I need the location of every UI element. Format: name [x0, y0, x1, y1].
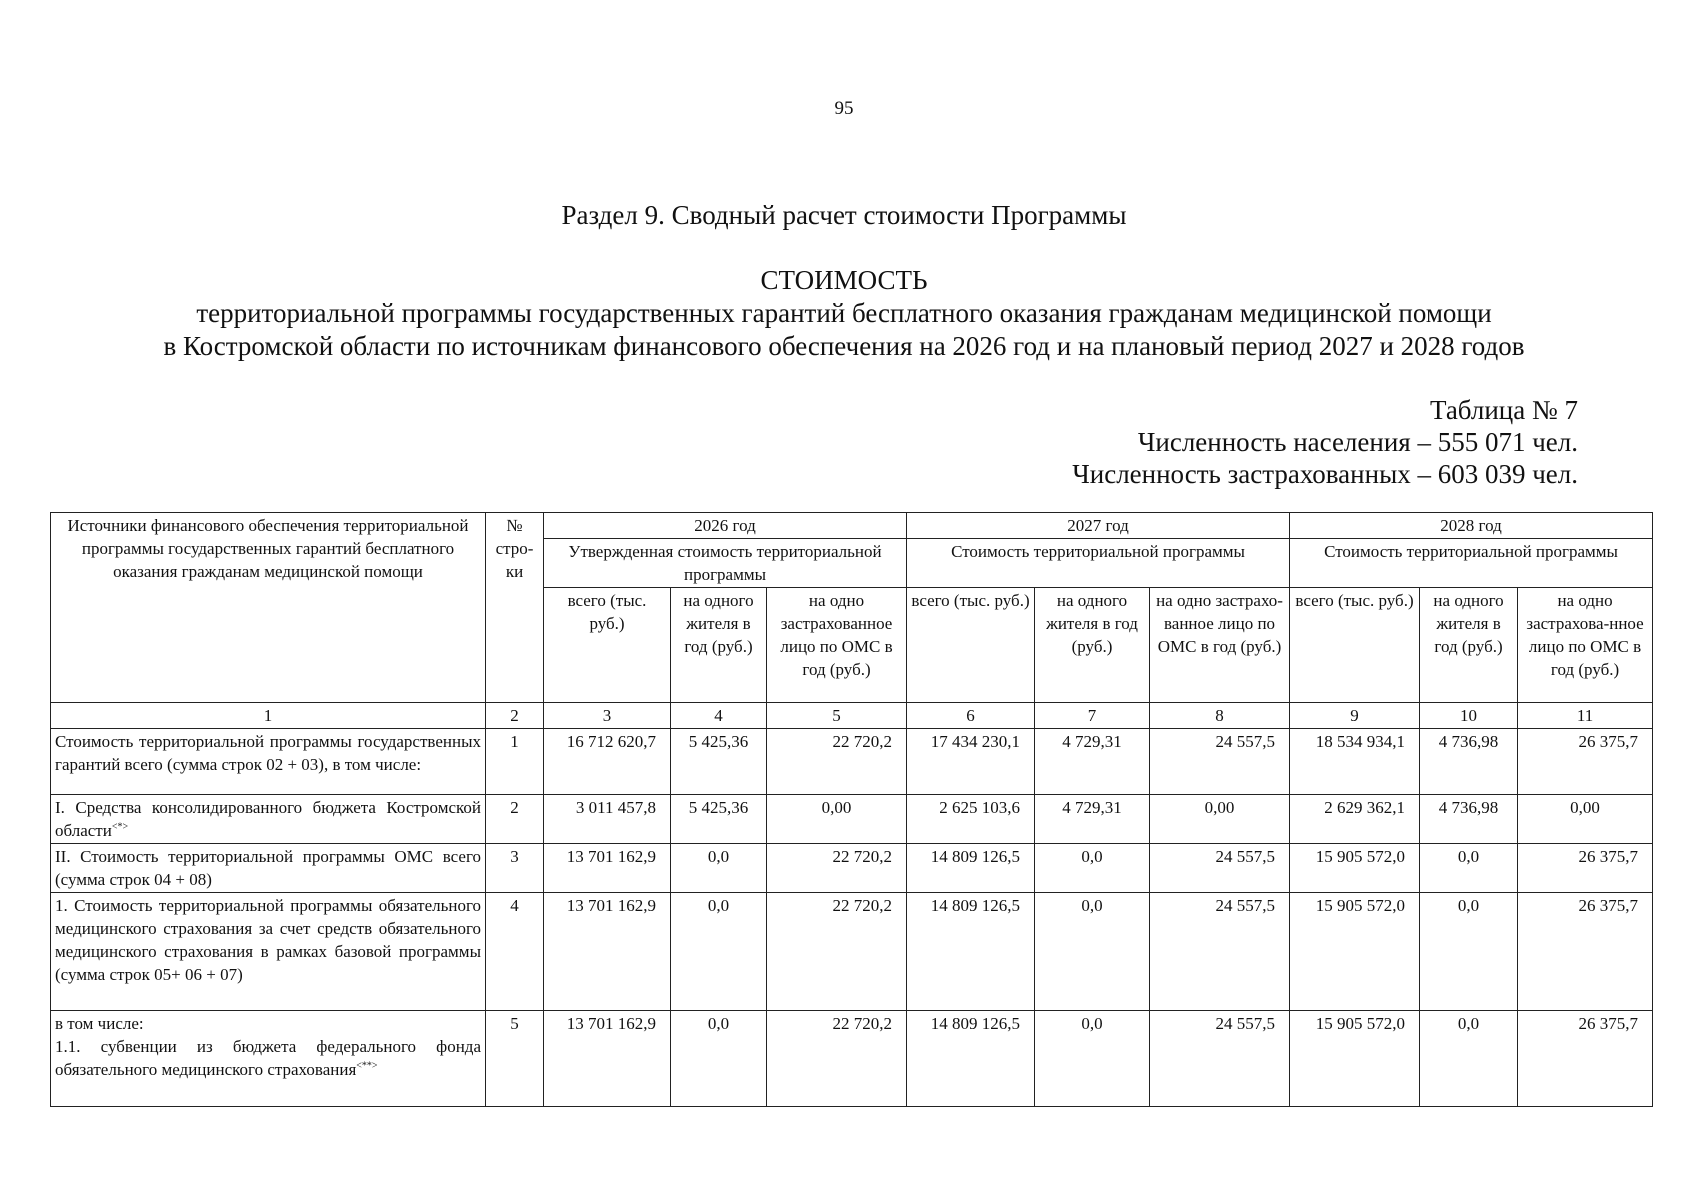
- row-number: 5: [486, 1011, 544, 1107]
- document-title-line-3: в Костромской области по источникам финансового обеспечения на 2026 год и на плановый период 2027 и 2028 годов: [163, 331, 1525, 361]
- column-number: 7: [1035, 703, 1150, 729]
- cell-value: 4 729,31: [1035, 729, 1150, 795]
- column-number: 6: [907, 703, 1035, 729]
- cell-value: 15 905 572,0: [1290, 893, 1420, 1011]
- row-number: 2: [486, 795, 544, 844]
- cell-value: 3 011 457,8: [544, 795, 671, 844]
- cell-value: 0,0: [1035, 1011, 1150, 1107]
- header-col-10: на одного жителя в год (руб.): [1420, 588, 1518, 703]
- cell-value: 13 701 162,9: [544, 893, 671, 1011]
- cell-value: 5 425,36: [671, 729, 767, 795]
- cell-value: 2 625 103,6: [907, 795, 1035, 844]
- cost-table: [50, 512, 1653, 1107]
- cell-value: 2 629 362,1: [1290, 795, 1420, 844]
- cell-value: 24 557,5: [1150, 893, 1290, 1011]
- table-row: [51, 844, 1653, 893]
- document-title-line-2: территориальной программы государственных гарантий бесплатного оказания гражданам медицинской помощи: [196, 298, 1492, 328]
- row-label: Стоимость территориальной программы государственных гарантий всего (сумма строк 02 + 03), в том числе:: [51, 729, 486, 795]
- cell-value: 26 375,7: [1518, 893, 1653, 1011]
- column-number: 9: [1290, 703, 1420, 729]
- table-meta: [1072, 394, 1578, 490]
- cell-value: 22 720,2: [767, 893, 907, 1011]
- table-label: Таблица № 7: [1430, 395, 1578, 425]
- header-col-9: всего (тыс. руб.): [1290, 588, 1420, 703]
- column-number-row: [51, 703, 1653, 729]
- cell-value: 4 729,31: [1035, 795, 1150, 844]
- header-year-2027: 2027 год: [907, 513, 1290, 539]
- row-number: 1: [486, 729, 544, 795]
- cell-value: 4 736,98: [1420, 729, 1518, 795]
- cell-value: 22 720,2: [767, 844, 907, 893]
- cell-value: 14 809 126,5: [907, 1011, 1035, 1107]
- cell-value: 0,0: [671, 1011, 767, 1107]
- row-label: I. Средства консолидированного бюджета Костромской области: [55, 798, 481, 840]
- table-row: [51, 729, 1653, 795]
- header-year-2028: 2028 год: [1290, 513, 1653, 539]
- row-label-prefix: в том числе:: [55, 1014, 144, 1033]
- cell-value: 0,0: [1420, 1011, 1518, 1107]
- row-number: 4: [486, 893, 544, 1011]
- column-number: 10: [1420, 703, 1518, 729]
- cell-value: 22 720,2: [767, 729, 907, 795]
- cell-value: 17 434 230,1: [907, 729, 1035, 795]
- cell-value: 13 701 162,9: [544, 1011, 671, 1107]
- header-cost-2027: Стоимость территориальной программы: [907, 539, 1290, 588]
- header-year-2026: 2026 год: [544, 513, 907, 539]
- cell-value: 0,00: [1150, 795, 1290, 844]
- table-row: [51, 1011, 1653, 1107]
- header-row-no: № стро-ки: [486, 513, 544, 703]
- cell-value: 5 425,36: [671, 795, 767, 844]
- header-approved-cost: Утвержденная стоимость территориальной программы: [544, 539, 907, 588]
- cell-value: 15 905 572,0: [1290, 1011, 1420, 1107]
- footnote-marker: <*>: [111, 821, 129, 833]
- column-number: 5: [767, 703, 907, 729]
- column-number: 11: [1518, 703, 1653, 729]
- header-col-11: на одно застрахова-нное лицо по ОМС в год (руб.): [1518, 588, 1653, 703]
- header-col-7: на одного жителя в год (руб.): [1035, 588, 1150, 703]
- cell-value: 24 557,5: [1150, 844, 1290, 893]
- cell-value: 0,0: [1035, 893, 1150, 1011]
- row-label: 1.1. субвенции из бюджета федерального фонда обязательного медицинского страхования: [55, 1037, 481, 1079]
- cell-value: 16 712 620,7: [544, 729, 671, 795]
- cell-value: 18 534 934,1: [1290, 729, 1420, 795]
- column-number: 2: [486, 703, 544, 729]
- cell-value: 4 736,98: [1420, 795, 1518, 844]
- cell-value: 0,0: [1420, 844, 1518, 893]
- cell-value: 15 905 572,0: [1290, 844, 1420, 893]
- insured-count: Численность застрахованных – 603 039 чел.: [1072, 459, 1578, 489]
- header-source: Источники финансового обеспечения территориальной программы государственных гарантий бесплатного оказания гражданам медицинской помощи: [51, 513, 486, 703]
- table-row: [51, 893, 1653, 1011]
- column-number: 8: [1150, 703, 1290, 729]
- cell-value: 14 809 126,5: [907, 893, 1035, 1011]
- row-label: II. Стоимость территориальной программы ОМС всего (сумма строк 04 + 08): [51, 844, 486, 893]
- cell-value: 24 557,5: [1150, 1011, 1290, 1107]
- column-number: 3: [544, 703, 671, 729]
- row-label: 1. Стоимость территориальной программы обязательного медицинского страхования за счет средств обязательного медицинского страхования в рамках базовой программы (сумма строк 05+ 06 + 07): [51, 893, 486, 1011]
- cell-value: 26 375,7: [1518, 844, 1653, 893]
- header-col-4: на одного жителя в год (руб.): [671, 588, 767, 703]
- cell-value: 22 720,2: [767, 1011, 907, 1107]
- cell-value: 0,0: [1035, 844, 1150, 893]
- cell-value: 0,0: [671, 893, 767, 1011]
- header-col-3: всего (тыс. руб.): [544, 588, 671, 703]
- cell-value: 0,0: [671, 844, 767, 893]
- header-col-8: на одно застрахо-ванное лицо по ОМС в год (руб.): [1150, 588, 1290, 703]
- document-title: [0, 264, 1688, 363]
- row-number: 3: [486, 844, 544, 893]
- header-cost-2028: Стоимость территориальной программы: [1290, 539, 1653, 588]
- footnote-marker: <**>: [356, 1060, 378, 1072]
- header-col-5: на одно застрахованное лицо по ОМС в год (руб.): [767, 588, 907, 703]
- row-label-cell: [51, 795, 486, 844]
- header-row-years: [51, 513, 1653, 539]
- row-label-cell: [51, 1011, 486, 1107]
- cell-value: 26 375,7: [1518, 729, 1653, 795]
- document-title-line-1: СТОИМОСТЬ: [760, 265, 928, 295]
- page-number: 95: [834, 98, 854, 119]
- population-count: Численность населения – 555 071 чел.: [1137, 427, 1578, 457]
- cell-value: 0,0: [1420, 893, 1518, 1011]
- column-number: 4: [671, 703, 767, 729]
- section-title: Раздел 9. Сводный расчет стоимости Программы: [561, 200, 1127, 230]
- column-number: 1: [51, 703, 486, 729]
- cell-value: 0,00: [1518, 795, 1653, 844]
- cell-value: 26 375,7: [1518, 1011, 1653, 1107]
- header-col-6: всего (тыс. руб.): [907, 588, 1035, 703]
- cell-value: 13 701 162,9: [544, 844, 671, 893]
- table-row: [51, 795, 1653, 844]
- cell-value: 0,00: [767, 795, 907, 844]
- cell-value: 14 809 126,5: [907, 844, 1035, 893]
- cell-value: 24 557,5: [1150, 729, 1290, 795]
